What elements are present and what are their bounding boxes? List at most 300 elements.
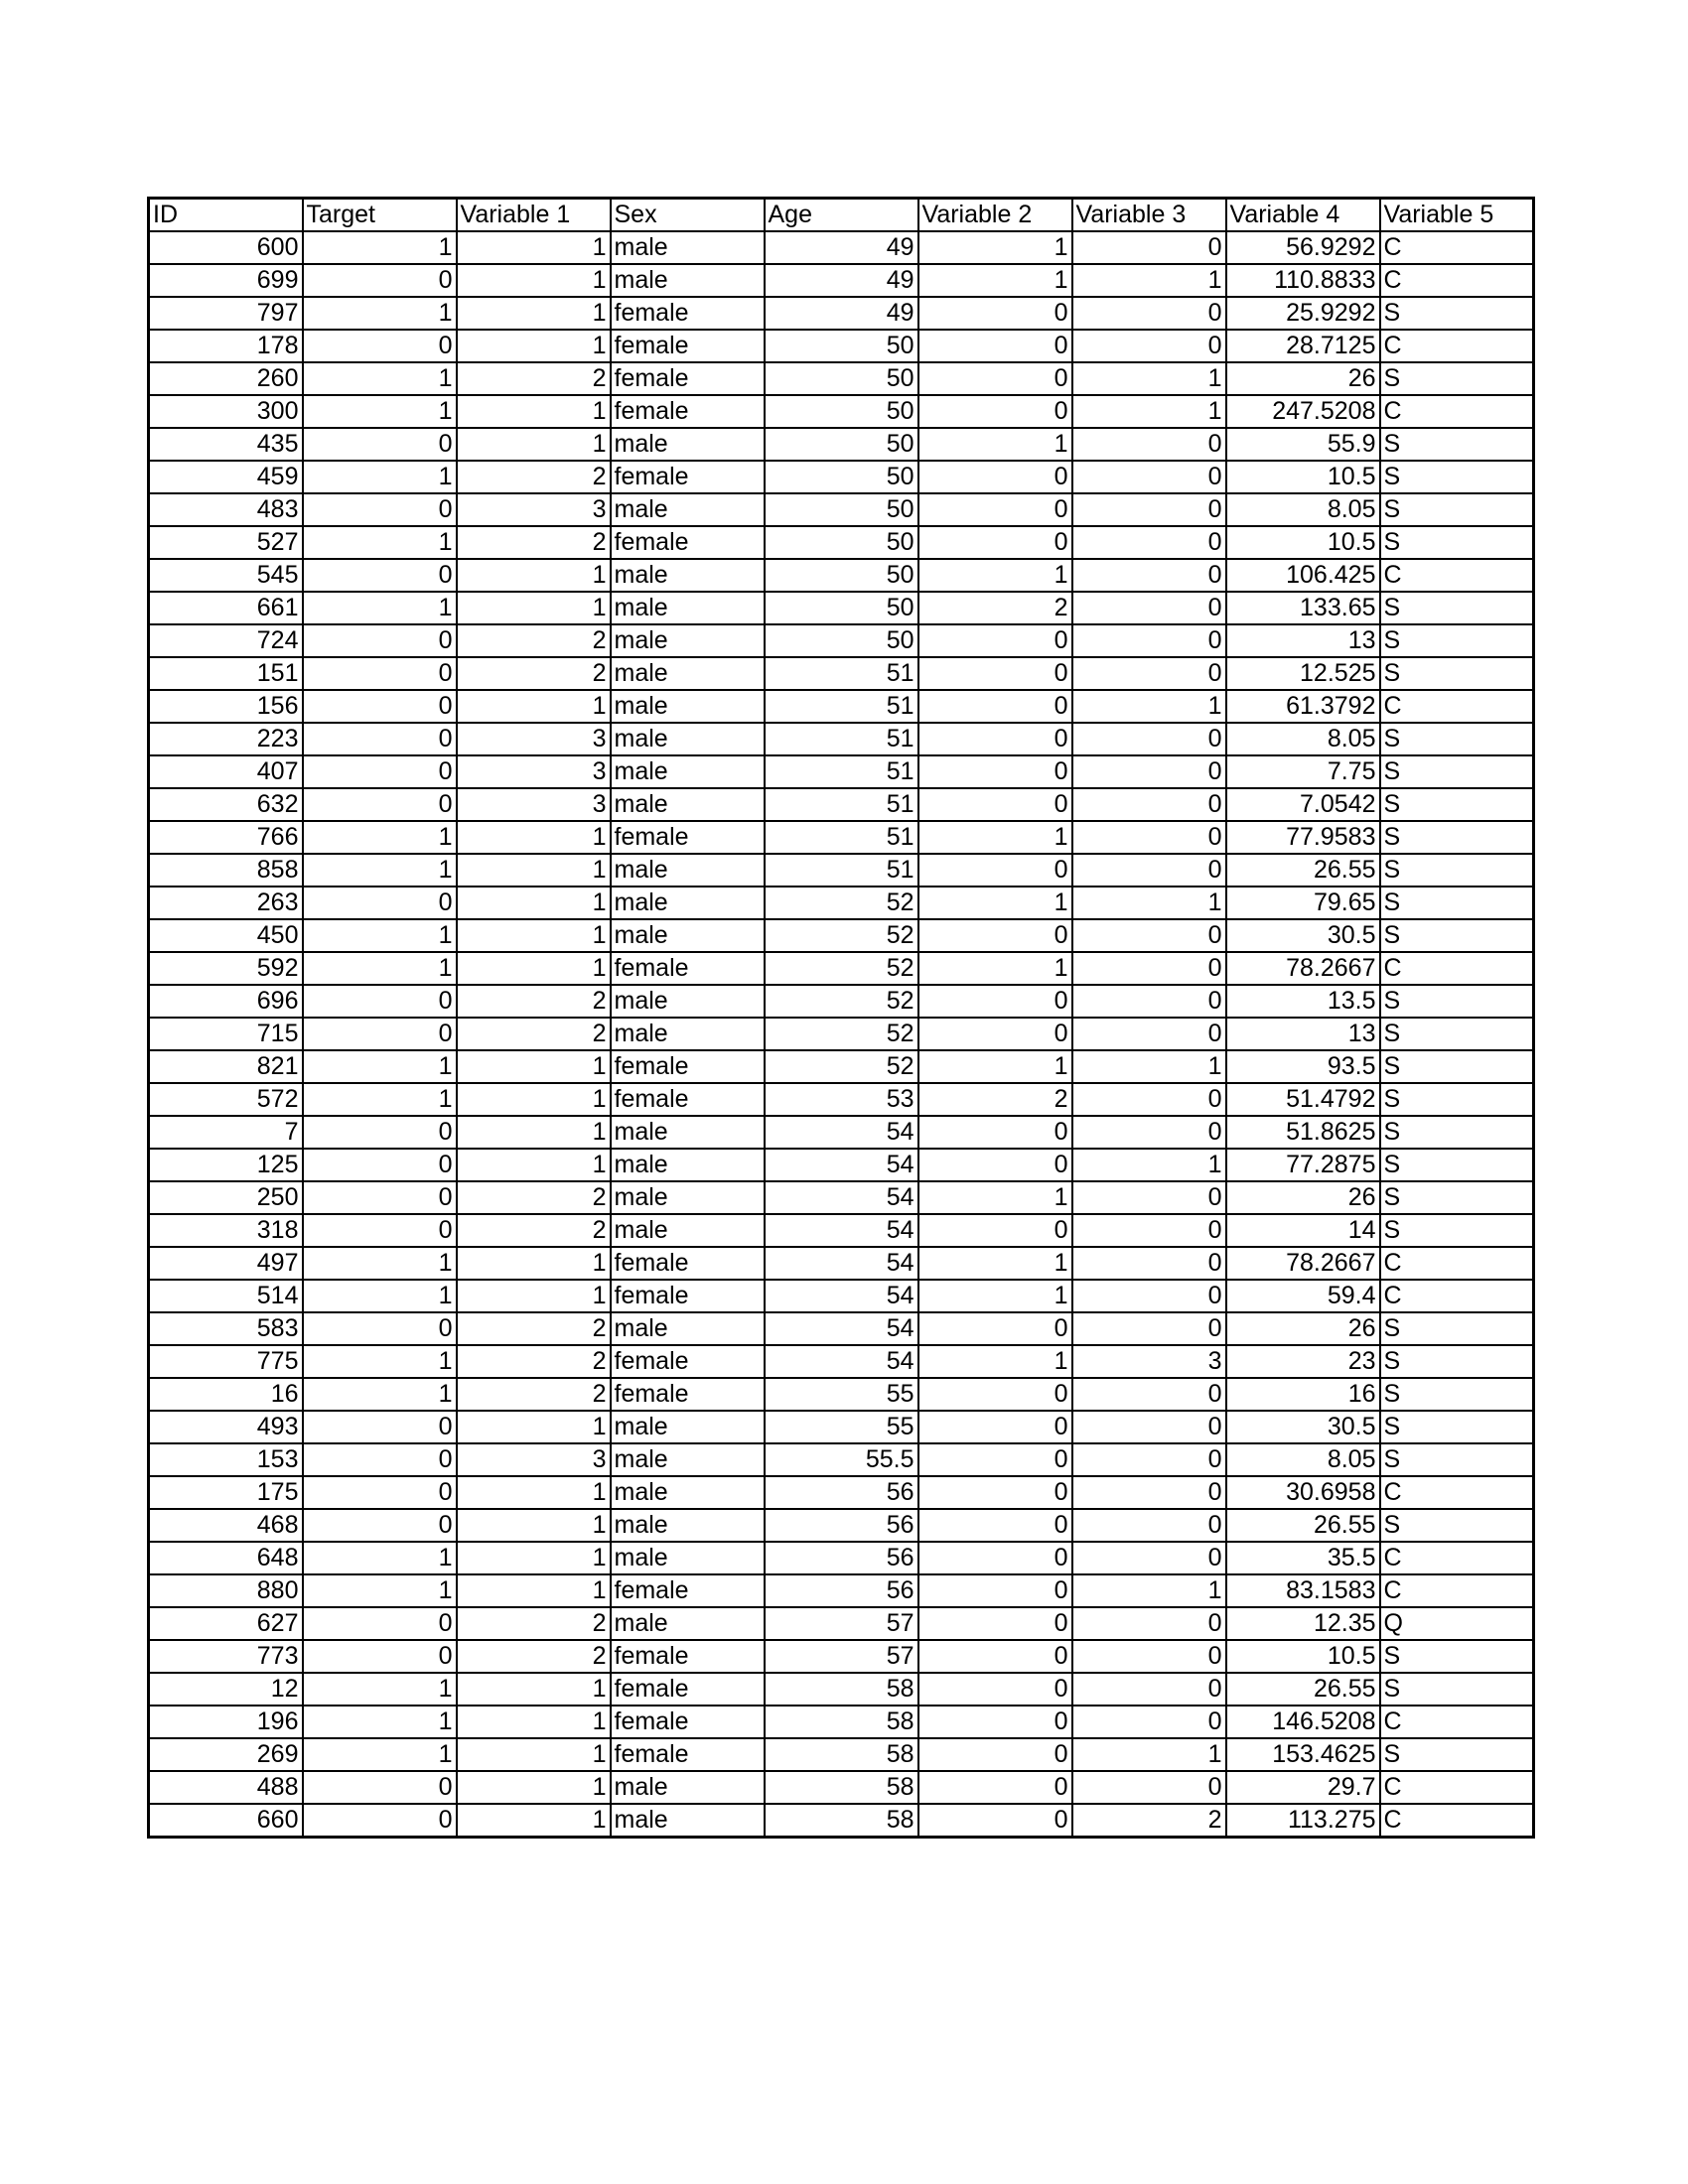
- cell-age: 50: [765, 559, 918, 592]
- cell-variable-3: 0: [1072, 821, 1226, 854]
- cell-sex: male: [611, 1542, 765, 1574]
- cell-target: 0: [303, 264, 457, 297]
- cell-id: 407: [149, 755, 303, 788]
- cell-id: 483: [149, 493, 303, 526]
- cell-variable-4: 26: [1226, 1312, 1380, 1345]
- cell-variable-4: 26.55: [1226, 854, 1380, 887]
- cell-variable-2: 0: [918, 1542, 1072, 1574]
- cell-id: 493: [149, 1411, 303, 1443]
- cell-variable-4: 106.425: [1226, 559, 1380, 592]
- cell-target: 1: [303, 1050, 457, 1083]
- cell-variable-4: 26.55: [1226, 1673, 1380, 1706]
- cell-sex: male: [611, 1509, 765, 1542]
- cell-variable-2: 1: [918, 1345, 1072, 1378]
- cell-sex: female: [611, 1574, 765, 1607]
- cell-variable-2: 0: [918, 526, 1072, 559]
- cell-variable-2: 1: [918, 1280, 1072, 1312]
- cell-variable-3: 0: [1072, 1771, 1226, 1804]
- cell-variable-5: C: [1380, 690, 1534, 723]
- cell-variable-2: 0: [918, 1411, 1072, 1443]
- cell-variable-3: 0: [1072, 1181, 1226, 1214]
- cell-variable-4: 10.5: [1226, 526, 1380, 559]
- cell-variable-3: 0: [1072, 624, 1226, 657]
- cell-variable-2: 0: [918, 493, 1072, 526]
- table-row: [149, 821, 1534, 854]
- cell-age: 58: [765, 1706, 918, 1738]
- cell-age: 52: [765, 1018, 918, 1050]
- cell-sex: female: [611, 1280, 765, 1312]
- table-row: [149, 1640, 1534, 1673]
- cell-variable-4: 51.8625: [1226, 1116, 1380, 1149]
- cell-id: 545: [149, 559, 303, 592]
- cell-variable-1: 1: [457, 952, 611, 985]
- table-row: [149, 1050, 1534, 1083]
- cell-age: 50: [765, 330, 918, 362]
- cell-variable-5: S: [1380, 1640, 1534, 1673]
- cell-variable-1: 1: [457, 1771, 611, 1804]
- cell-variable-4: 7.0542: [1226, 788, 1380, 821]
- cell-variable-4: 14: [1226, 1214, 1380, 1247]
- cell-variable-3: 3: [1072, 1345, 1226, 1378]
- cell-variable-1: 2: [457, 1640, 611, 1673]
- table-row: [149, 428, 1534, 461]
- cell-variable-2: 0: [918, 362, 1072, 395]
- cell-sex: female: [611, 1673, 765, 1706]
- cell-target: 1: [303, 1280, 457, 1312]
- cell-id: 16: [149, 1378, 303, 1411]
- cell-sex: female: [611, 1706, 765, 1738]
- cell-age: 54: [765, 1181, 918, 1214]
- cell-variable-3: 0: [1072, 428, 1226, 461]
- cell-variable-5: C: [1380, 1247, 1534, 1280]
- cell-age: 55.5: [765, 1443, 918, 1476]
- cell-variable-3: 1: [1072, 887, 1226, 919]
- cell-target: 0: [303, 1149, 457, 1181]
- table-row: [149, 952, 1534, 985]
- table-row: [149, 1607, 1534, 1640]
- header-variable-2: Variable 2: [918, 199, 1072, 232]
- cell-variable-3: 0: [1072, 1280, 1226, 1312]
- cell-target: 1: [303, 1738, 457, 1771]
- cell-variable-1: 1: [457, 1083, 611, 1116]
- cell-target: 1: [303, 1673, 457, 1706]
- cell-id: 300: [149, 395, 303, 428]
- cell-id: 260: [149, 362, 303, 395]
- cell-sex: male: [611, 919, 765, 952]
- cell-variable-1: 1: [457, 1706, 611, 1738]
- cell-variable-1: 2: [457, 624, 611, 657]
- header-age: Age: [765, 199, 918, 232]
- cell-variable-2: 0: [918, 854, 1072, 887]
- table-row: [149, 1018, 1534, 1050]
- cell-sex: female: [611, 1083, 765, 1116]
- cell-variable-2: 0: [918, 461, 1072, 493]
- cell-variable-2: 0: [918, 919, 1072, 952]
- cell-variable-5: S: [1380, 1673, 1534, 1706]
- cell-variable-5: S: [1380, 1116, 1534, 1149]
- cell-target: 1: [303, 1378, 457, 1411]
- cell-target: 1: [303, 1345, 457, 1378]
- cell-target: 1: [303, 362, 457, 395]
- cell-age: 52: [765, 919, 918, 952]
- cell-variable-1: 1: [457, 1116, 611, 1149]
- cell-target: 0: [303, 330, 457, 362]
- data-table: [147, 197, 1535, 1839]
- cell-variable-5: C: [1380, 264, 1534, 297]
- cell-variable-1: 1: [457, 854, 611, 887]
- cell-sex: female: [611, 1640, 765, 1673]
- cell-variable-5: C: [1380, 395, 1534, 428]
- cell-target: 0: [303, 1607, 457, 1640]
- table-row: [149, 1509, 1534, 1542]
- cell-variable-3: 1: [1072, 1738, 1226, 1771]
- cell-age: 49: [765, 264, 918, 297]
- cell-sex: male: [611, 592, 765, 624]
- cell-variable-2: 0: [918, 1607, 1072, 1640]
- cell-variable-1: 1: [457, 1149, 611, 1181]
- cell-id: 600: [149, 231, 303, 264]
- cell-target: 0: [303, 559, 457, 592]
- table-row: [149, 1673, 1534, 1706]
- cell-target: 1: [303, 821, 457, 854]
- cell-variable-4: 26.55: [1226, 1509, 1380, 1542]
- cell-age: 50: [765, 526, 918, 559]
- cell-variable-2: 1: [918, 952, 1072, 985]
- table-row: [149, 985, 1534, 1018]
- cell-sex: female: [611, 1345, 765, 1378]
- cell-age: 50: [765, 493, 918, 526]
- table-row: [149, 854, 1534, 887]
- cell-id: 724: [149, 624, 303, 657]
- cell-variable-1: 2: [457, 1312, 611, 1345]
- cell-variable-1: 1: [457, 297, 611, 330]
- cell-id: 178: [149, 330, 303, 362]
- cell-sex: male: [611, 559, 765, 592]
- cell-variable-2: 0: [918, 657, 1072, 690]
- cell-id: 7: [149, 1116, 303, 1149]
- cell-variable-3: 0: [1072, 1640, 1226, 1673]
- cell-variable-3: 1: [1072, 362, 1226, 395]
- cell-variable-4: 28.7125: [1226, 330, 1380, 362]
- cell-target: 1: [303, 592, 457, 624]
- cell-variable-2: 0: [918, 1771, 1072, 1804]
- cell-id: 797: [149, 297, 303, 330]
- cell-id: 821: [149, 1050, 303, 1083]
- table-row: [149, 559, 1534, 592]
- cell-target: 0: [303, 657, 457, 690]
- cell-variable-5: S: [1380, 526, 1534, 559]
- cell-id: 223: [149, 723, 303, 755]
- cell-variable-5: S: [1380, 1149, 1534, 1181]
- cell-variable-2: 0: [918, 788, 1072, 821]
- cell-id: 583: [149, 1312, 303, 1345]
- cell-variable-2: 0: [918, 1149, 1072, 1181]
- table-row: [149, 690, 1534, 723]
- cell-target: 0: [303, 1771, 457, 1804]
- table-row: [149, 1247, 1534, 1280]
- cell-variable-3: 0: [1072, 1411, 1226, 1443]
- table-row: [149, 297, 1534, 330]
- cell-target: 0: [303, 788, 457, 821]
- table-row: [149, 1083, 1534, 1116]
- cell-variable-3: 0: [1072, 952, 1226, 985]
- table-header: [149, 199, 1534, 232]
- cell-variable-3: 0: [1072, 461, 1226, 493]
- table-row: [149, 887, 1534, 919]
- cell-age: 55: [765, 1378, 918, 1411]
- table-body: [149, 231, 1534, 1838]
- cell-variable-2: 0: [918, 1706, 1072, 1738]
- cell-variable-3: 0: [1072, 1476, 1226, 1509]
- cell-sex: male: [611, 690, 765, 723]
- cell-variable-1: 2: [457, 362, 611, 395]
- cell-age: 58: [765, 1738, 918, 1771]
- cell-variable-4: 12.525: [1226, 657, 1380, 690]
- cell-age: 56: [765, 1542, 918, 1574]
- table-row: [149, 1181, 1534, 1214]
- cell-variable-3: 1: [1072, 264, 1226, 297]
- cell-sex: male: [611, 1181, 765, 1214]
- cell-sex: male: [611, 1149, 765, 1181]
- table-row: [149, 1443, 1534, 1476]
- cell-age: 56: [765, 1509, 918, 1542]
- cell-target: 1: [303, 1706, 457, 1738]
- cell-variable-1: 1: [457, 690, 611, 723]
- table-row: [149, 461, 1534, 493]
- cell-sex: female: [611, 1247, 765, 1280]
- cell-id: 12: [149, 1673, 303, 1706]
- cell-variable-1: 3: [457, 1443, 611, 1476]
- cell-variable-5: S: [1380, 1738, 1534, 1771]
- cell-target: 0: [303, 428, 457, 461]
- cell-variable-1: 2: [457, 1607, 611, 1640]
- cell-variable-2: 0: [918, 297, 1072, 330]
- cell-variable-5: S: [1380, 985, 1534, 1018]
- cell-target: 1: [303, 395, 457, 428]
- cell-variable-4: 59.4: [1226, 1280, 1380, 1312]
- header-id: ID: [149, 199, 303, 232]
- table-row: [149, 1804, 1534, 1838]
- table-row: [149, 723, 1534, 755]
- cell-id: 696: [149, 985, 303, 1018]
- cell-variable-2: 1: [918, 231, 1072, 264]
- cell-variable-2: 1: [918, 1181, 1072, 1214]
- cell-sex: male: [611, 1312, 765, 1345]
- cell-age: 52: [765, 952, 918, 985]
- cell-variable-2: 0: [918, 1476, 1072, 1509]
- cell-variable-3: 0: [1072, 231, 1226, 264]
- cell-variable-3: 0: [1072, 1018, 1226, 1050]
- cell-variable-3: 0: [1072, 297, 1226, 330]
- cell-age: 53: [765, 1083, 918, 1116]
- cell-variable-1: 2: [457, 1181, 611, 1214]
- cell-variable-1: 2: [457, 1378, 611, 1411]
- cell-id: 459: [149, 461, 303, 493]
- table-row: [149, 330, 1534, 362]
- cell-variable-5: S: [1380, 1181, 1534, 1214]
- cell-age: 52: [765, 985, 918, 1018]
- cell-variable-2: 0: [918, 985, 1072, 1018]
- cell-variable-5: S: [1380, 788, 1534, 821]
- cell-variable-4: 83.1583: [1226, 1574, 1380, 1607]
- cell-variable-5: S: [1380, 821, 1534, 854]
- cell-variable-1: 1: [457, 330, 611, 362]
- cell-variable-4: 61.3792: [1226, 690, 1380, 723]
- cell-variable-5: S: [1380, 493, 1534, 526]
- cell-variable-4: 30.5: [1226, 1411, 1380, 1443]
- cell-age: 51: [765, 723, 918, 755]
- cell-sex: male: [611, 723, 765, 755]
- cell-variable-1: 2: [457, 657, 611, 690]
- cell-variable-3: 0: [1072, 559, 1226, 592]
- cell-target: 0: [303, 755, 457, 788]
- table-row: [149, 1411, 1534, 1443]
- cell-variable-4: 7.75: [1226, 755, 1380, 788]
- cell-variable-4: 25.9292: [1226, 297, 1380, 330]
- cell-variable-4: 78.2667: [1226, 952, 1380, 985]
- cell-id: 156: [149, 690, 303, 723]
- cell-id: 766: [149, 821, 303, 854]
- cell-id: 514: [149, 1280, 303, 1312]
- cell-variable-4: 26: [1226, 362, 1380, 395]
- cell-id: 318: [149, 1214, 303, 1247]
- cell-id: 497: [149, 1247, 303, 1280]
- cell-variable-5: S: [1380, 1214, 1534, 1247]
- cell-variable-2: 1: [918, 559, 1072, 592]
- cell-variable-2: 0: [918, 1804, 1072, 1838]
- cell-sex: male: [611, 1476, 765, 1509]
- cell-sex: male: [611, 1443, 765, 1476]
- cell-variable-2: 0: [918, 1312, 1072, 1345]
- cell-id: 660: [149, 1804, 303, 1838]
- cell-target: 0: [303, 1116, 457, 1149]
- cell-variable-3: 2: [1072, 1804, 1226, 1838]
- cell-variable-2: 1: [918, 428, 1072, 461]
- cell-variable-1: 1: [457, 1476, 611, 1509]
- header-variable-3: Variable 3: [1072, 199, 1226, 232]
- cell-variable-5: S: [1380, 1083, 1534, 1116]
- cell-age: 54: [765, 1149, 918, 1181]
- cell-variable-1: 1: [457, 821, 611, 854]
- cell-variable-4: 247.5208: [1226, 395, 1380, 428]
- cell-sex: male: [611, 1607, 765, 1640]
- cell-sex: female: [611, 1050, 765, 1083]
- cell-variable-3: 0: [1072, 854, 1226, 887]
- cell-sex: male: [611, 1116, 765, 1149]
- cell-variable-3: 0: [1072, 1443, 1226, 1476]
- cell-id: 627: [149, 1607, 303, 1640]
- table-row: [149, 362, 1534, 395]
- cell-variable-2: 0: [918, 1214, 1072, 1247]
- cell-variable-2: 0: [918, 624, 1072, 657]
- cell-variable-4: 113.275: [1226, 1804, 1380, 1838]
- cell-variable-2: 2: [918, 1083, 1072, 1116]
- cell-sex: female: [611, 526, 765, 559]
- cell-variable-1: 1: [457, 1411, 611, 1443]
- cell-id: 592: [149, 952, 303, 985]
- cell-variable-4: 77.9583: [1226, 821, 1380, 854]
- cell-variable-5: S: [1380, 1411, 1534, 1443]
- cell-id: 661: [149, 592, 303, 624]
- table-row: [149, 919, 1534, 952]
- cell-sex: male: [611, 887, 765, 919]
- table-row: [149, 1378, 1534, 1411]
- cell-variable-4: 10.5: [1226, 1640, 1380, 1673]
- cell-sex: female: [611, 461, 765, 493]
- cell-id: 269: [149, 1738, 303, 1771]
- cell-variable-3: 0: [1072, 493, 1226, 526]
- cell-id: 527: [149, 526, 303, 559]
- cell-id: 435: [149, 428, 303, 461]
- cell-variable-5: S: [1380, 919, 1534, 952]
- cell-variable-2: 0: [918, 1574, 1072, 1607]
- cell-variable-1: 1: [457, 1574, 611, 1607]
- header-variable-5: Variable 5: [1380, 199, 1534, 232]
- cell-id: 632: [149, 788, 303, 821]
- cell-age: 50: [765, 592, 918, 624]
- cell-variable-1: 1: [457, 592, 611, 624]
- cell-variable-4: 23: [1226, 1345, 1380, 1378]
- cell-sex: female: [611, 952, 765, 985]
- cell-variable-3: 0: [1072, 723, 1226, 755]
- cell-age: 52: [765, 1050, 918, 1083]
- cell-target: 1: [303, 526, 457, 559]
- cell-age: 52: [765, 887, 918, 919]
- cell-variable-5: S: [1380, 1378, 1534, 1411]
- cell-variable-5: C: [1380, 1280, 1534, 1312]
- cell-variable-2: 0: [918, 1509, 1072, 1542]
- cell-sex: female: [611, 1738, 765, 1771]
- cell-variable-3: 1: [1072, 690, 1226, 723]
- cell-variable-4: 26: [1226, 1181, 1380, 1214]
- cell-target: 0: [303, 1509, 457, 1542]
- cell-variable-4: 8.05: [1226, 493, 1380, 526]
- cell-variable-1: 1: [457, 919, 611, 952]
- cell-variable-4: 35.5: [1226, 1542, 1380, 1574]
- cell-sex: female: [611, 362, 765, 395]
- cell-variable-2: 0: [918, 1018, 1072, 1050]
- table-row: [149, 1312, 1534, 1345]
- cell-variable-5: S: [1380, 1345, 1534, 1378]
- cell-variable-5: S: [1380, 362, 1534, 395]
- header-variable-4: Variable 4: [1226, 199, 1380, 232]
- cell-age: 54: [765, 1247, 918, 1280]
- cell-variable-2: 0: [918, 1738, 1072, 1771]
- cell-variable-4: 56.9292: [1226, 231, 1380, 264]
- cell-id: 858: [149, 854, 303, 887]
- table-row: [149, 264, 1534, 297]
- cell-variable-4: 30.6958: [1226, 1476, 1380, 1509]
- cell-variable-5: C: [1380, 1542, 1534, 1574]
- cell-variable-5: C: [1380, 559, 1534, 592]
- cell-target: 0: [303, 1312, 457, 1345]
- cell-variable-3: 0: [1072, 657, 1226, 690]
- cell-variable-4: 30.5: [1226, 919, 1380, 952]
- cell-target: 0: [303, 493, 457, 526]
- header-sex: Sex: [611, 199, 765, 232]
- cell-id: 468: [149, 1509, 303, 1542]
- cell-id: 880: [149, 1574, 303, 1607]
- table-row: [149, 1116, 1534, 1149]
- table-row: [149, 1706, 1534, 1738]
- cell-variable-3: 1: [1072, 1574, 1226, 1607]
- table-row: [149, 755, 1534, 788]
- cell-sex: male: [611, 624, 765, 657]
- cell-variable-4: 16: [1226, 1378, 1380, 1411]
- cell-variable-2: 1: [918, 821, 1072, 854]
- cell-variable-3: 0: [1072, 592, 1226, 624]
- cell-variable-5: S: [1380, 887, 1534, 919]
